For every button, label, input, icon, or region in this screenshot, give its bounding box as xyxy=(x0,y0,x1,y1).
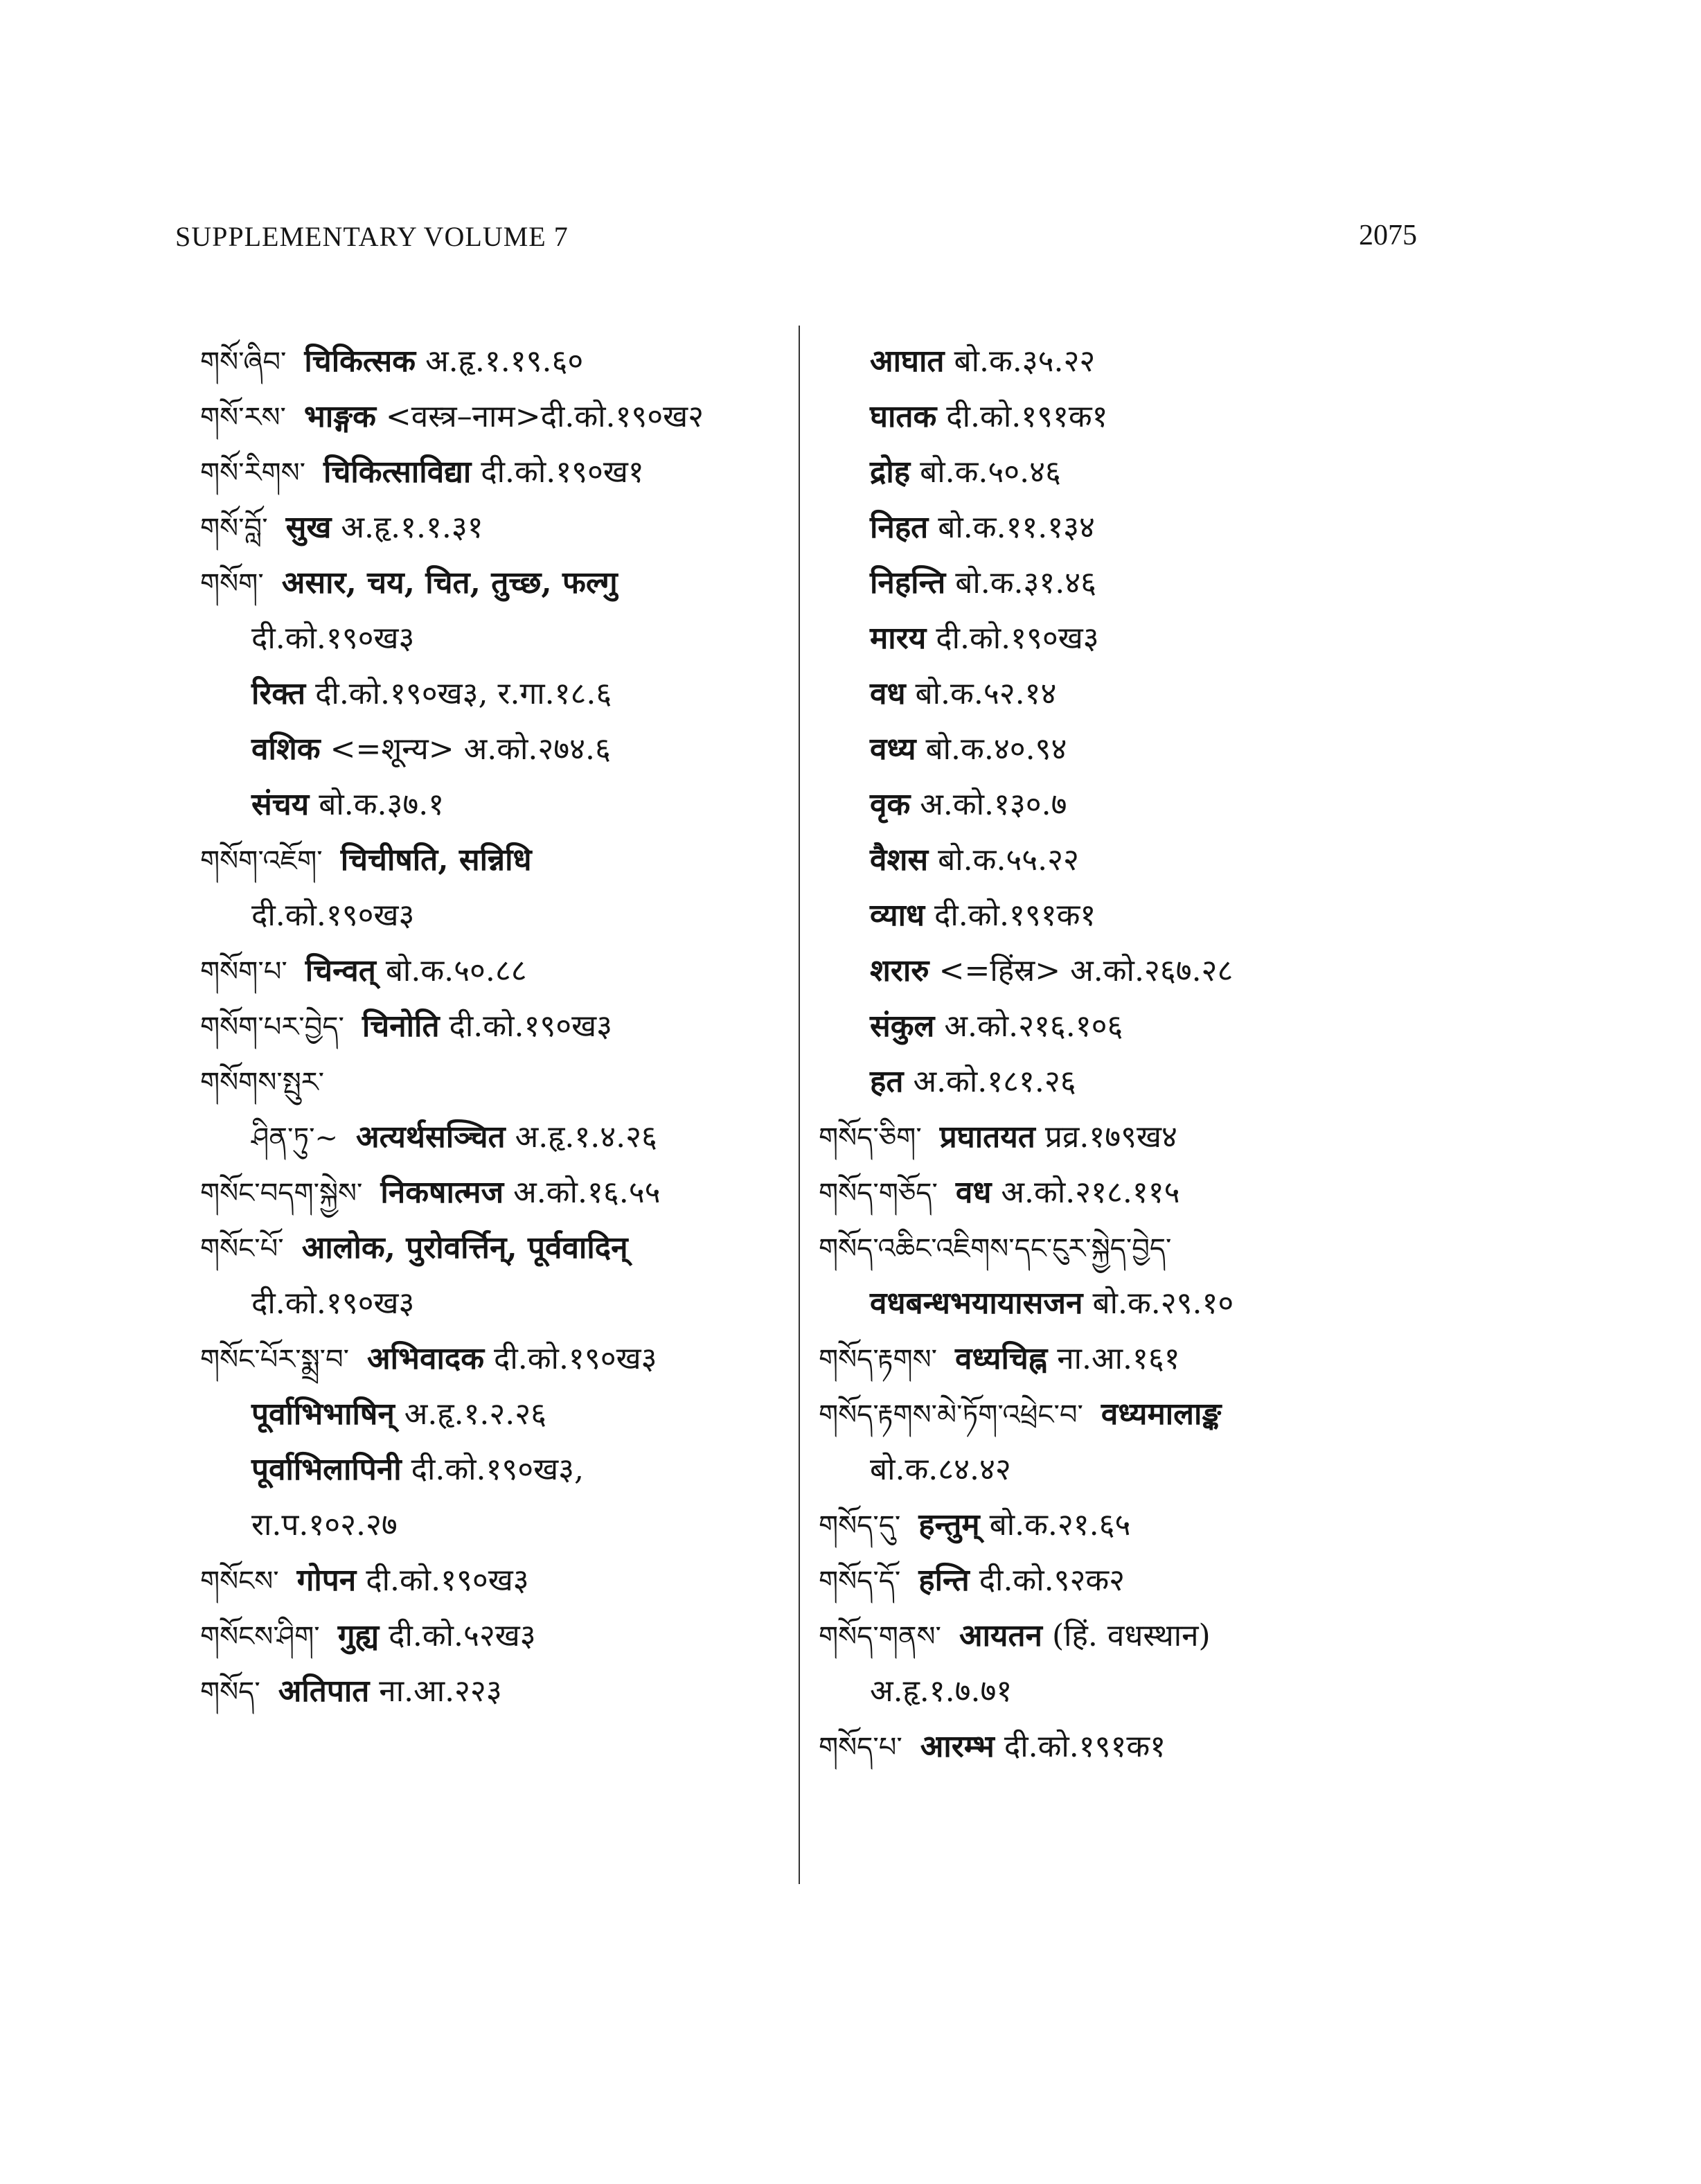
tibetan-headword: གསོག་པར་བྱེད་ xyxy=(200,1011,344,1043)
dictionary-line xyxy=(819,1054,1421,1110)
sanskrit-equivalent: मारय xyxy=(870,621,927,656)
dictionary-line xyxy=(819,1553,1421,1608)
tibetan-headword: གསོ་རས་ xyxy=(200,402,286,434)
dictionary-line xyxy=(819,777,1421,833)
dictionary-line xyxy=(200,833,789,888)
sanskrit-equivalent: भाङ्गक xyxy=(303,399,376,434)
source-reference: बो.क.२९.१० xyxy=(1092,1286,1234,1321)
dictionary-line xyxy=(819,1331,1421,1387)
dictionary-line xyxy=(200,1331,789,1387)
source-reference: दी.को.१९०ख३ xyxy=(494,1341,657,1376)
source-reference: <=हिंस्र> अ.को.२६७.२८ xyxy=(938,953,1234,988)
source-reference: दी.को.१९०ख३ xyxy=(366,1563,529,1598)
dictionary-line xyxy=(200,1442,789,1498)
tibetan-headword: གསོད་པ་ xyxy=(819,1732,902,1764)
dictionary-line xyxy=(200,611,789,666)
tibetan-headword: གསོད་དོ་ xyxy=(819,1565,901,1597)
dictionary-line xyxy=(200,1387,789,1442)
dictionary-line xyxy=(819,722,1421,777)
source-reference: दी.को.१९०ख३ xyxy=(251,1286,415,1321)
sanskrit-equivalent: वध्यचिह्न xyxy=(955,1341,1048,1376)
tibetan-headword: གསོད་ཅིག་ xyxy=(819,1122,922,1154)
tibetan-headword: གསོངས་ xyxy=(200,1565,279,1597)
tibetan-headword: གསོངས་ཤིག་ xyxy=(200,1621,320,1653)
sanskrit-equivalent: अभिवादक xyxy=(367,1341,485,1376)
source-reference: ना.आ.१६१ xyxy=(1057,1341,1180,1376)
source-reference: रा.प.१०२.२७ xyxy=(251,1507,398,1543)
dictionary-line xyxy=(200,556,789,611)
tibetan-headword: གསོག་འཇོག་ xyxy=(200,845,323,877)
source-reference: अ.हृ.१.१.३१ xyxy=(341,510,483,545)
dictionary-line xyxy=(819,445,1421,500)
tibetan-headword: གསོག་པ་ xyxy=(200,956,287,988)
dictionary-line xyxy=(200,1553,789,1608)
dictionary-line xyxy=(200,943,789,999)
dictionary-line xyxy=(200,777,789,833)
tibetan-headword: གསོད་དུ་ xyxy=(819,1510,901,1542)
dictionary-line xyxy=(200,1276,789,1331)
source-reference: दी.को.१९०ख१ xyxy=(481,454,644,490)
sanskrit-equivalent: वधबन्धभयायासजन xyxy=(870,1286,1083,1321)
source-reference: अ.हृ.१.२.२६ xyxy=(404,1396,547,1432)
source-reference: दी.को.१९१क१ xyxy=(946,399,1108,434)
sanskrit-equivalent: असार, चय, चित, तुच्छ, फल्गु xyxy=(281,565,618,601)
source-reference: बो.क.८४.४२ xyxy=(870,1452,1011,1487)
tibetan-headword: གསོང་བདག་སྐྱེས་ xyxy=(200,1178,363,1209)
sanskrit-equivalent: चिनोति xyxy=(362,1009,440,1044)
source-reference: दी.को.१९१क१ xyxy=(1004,1729,1166,1764)
sanskrit-equivalent: गुह्य xyxy=(337,1618,380,1653)
sanskrit-equivalent: वध xyxy=(955,1175,992,1210)
source-reference: ना.आ.२२३ xyxy=(379,1673,502,1709)
source-reference: अ.हृ.१.७.७१ xyxy=(870,1673,1013,1709)
sanskrit-equivalent: घातक xyxy=(870,399,937,434)
dictionary-line xyxy=(819,1387,1421,1442)
dictionary-line xyxy=(200,1220,789,1276)
dictionary-line xyxy=(819,1664,1421,1719)
tibetan-headword: གསོད་རྟགས་མེ་ཏོག་འཕྲེང་བ་ xyxy=(819,1399,1083,1431)
dictionary-line xyxy=(819,1220,1421,1276)
dictionary-line xyxy=(200,445,789,500)
sanskrit-equivalent: निहत xyxy=(870,510,929,545)
dictionary-line xyxy=(819,389,1421,445)
left-column xyxy=(200,334,789,1719)
sanskrit-equivalent: प्रघातयत xyxy=(939,1119,1035,1155)
sanskrit-equivalent: निकषात्मज xyxy=(380,1175,504,1210)
tibetan-headword: གསོད་གནས་ xyxy=(819,1621,941,1653)
dictionary-line xyxy=(819,1276,1421,1331)
sanskrit-equivalent: सुख xyxy=(285,510,332,545)
tibetan-headword: གསོད་ xyxy=(200,1676,260,1708)
dictionary-line xyxy=(819,611,1421,666)
source-reference: अ.को.२१८.११५ xyxy=(1001,1175,1180,1210)
dictionary-line xyxy=(819,556,1421,611)
sanskrit-equivalent: द्रोह xyxy=(870,454,911,490)
dictionary-line xyxy=(819,1110,1421,1165)
source-reference: बो.क.५२.१४ xyxy=(915,676,1057,711)
column-divider xyxy=(799,326,800,1884)
source-reference: बो.क.४०.९४ xyxy=(925,731,1067,767)
source-reference: बो.क.५५.२२ xyxy=(938,842,1079,878)
dictionary-line xyxy=(200,888,789,943)
sanskrit-equivalent: पूर्वाभिलापिनी xyxy=(251,1452,402,1487)
source-reference: बो.क.५०.४६ xyxy=(920,454,1061,490)
sanskrit-equivalent: हन्ति xyxy=(918,1563,970,1598)
dictionary-line xyxy=(819,1498,1421,1553)
sanskrit-equivalent: वध्य xyxy=(870,731,916,767)
source-reference: दी.को.१९०ख३ xyxy=(936,621,1099,656)
source-reference: <=शून्य> अ.को.२७४.६ xyxy=(330,731,611,767)
sanskrit-equivalent: संकुल xyxy=(870,1009,935,1044)
dictionary-line xyxy=(200,1110,789,1165)
sanskrit-equivalent: वध xyxy=(870,676,906,711)
tibetan-headword: གསོད་གཅོད་ xyxy=(819,1178,938,1209)
dictionary-line xyxy=(819,888,1421,943)
sanskrit-equivalent: चिकित्सक xyxy=(304,344,416,379)
sanskrit-equivalent: पूर्वाभिभाषिन् xyxy=(251,1396,395,1432)
sanskrit-equivalent: अत्यर्थसञ्चित xyxy=(356,1119,506,1155)
source-reference: अ.को.१८१.२६ xyxy=(913,1064,1076,1099)
dictionary-line xyxy=(200,389,789,445)
sanskrit-equivalent: वैशस xyxy=(870,842,929,878)
source-reference: बो.क.५०.८८ xyxy=(385,953,527,988)
tibetan-headword: གསོད་རྟགས་ xyxy=(819,1344,937,1376)
sanskrit-equivalent: रिक्त xyxy=(251,676,306,711)
dictionary-line xyxy=(819,1165,1421,1220)
dictionary-line xyxy=(200,1054,789,1110)
dictionary-line xyxy=(819,833,1421,888)
dictionary-line xyxy=(200,1664,789,1719)
source-reference: अ.हृ.१.४.२६ xyxy=(515,1119,657,1155)
right-column xyxy=(819,334,1421,1775)
source-reference: बो.क.३५.२२ xyxy=(954,344,1096,379)
source-reference: दी.को.१९०ख३ xyxy=(449,1009,612,1044)
dictionary-line xyxy=(819,1608,1421,1664)
sanskrit-equivalent: चिचीषति, सन्निधि xyxy=(340,842,532,878)
source-reference: (हिं. वधस्थान) xyxy=(1051,1618,1211,1653)
sanskrit-equivalent: वशिक xyxy=(251,731,321,767)
dictionary-line xyxy=(200,1608,789,1664)
sanskrit-equivalent: हत xyxy=(870,1064,904,1099)
dictionary-line xyxy=(200,1165,789,1220)
dictionary-line xyxy=(819,334,1421,389)
source-reference: अ.को.२१६.१०६ xyxy=(944,1009,1123,1044)
dictionary-line xyxy=(819,1442,1421,1498)
sanskrit-equivalent: वध्यमालाङ्क xyxy=(1101,1396,1222,1432)
source-reference: दी.को.९२क२ xyxy=(979,1563,1125,1598)
sanskrit-equivalent: अतिपात xyxy=(278,1673,370,1709)
source-reference: <वस्त्र–नाम>दी.को.१९०ख२ xyxy=(385,399,704,434)
sanskrit-equivalent: निहन्ति xyxy=(870,565,946,601)
source-reference: अ.को.१३०.७ xyxy=(920,787,1067,822)
tibetan-headword: ཤིན་ཏུ་~ xyxy=(251,1122,338,1154)
tibetan-headword: གསོ་ཞིབ་ xyxy=(200,346,287,378)
dictionary-line xyxy=(819,943,1421,999)
source-reference: दी.को.१९०ख३ xyxy=(251,621,415,656)
dictionary-line xyxy=(819,999,1421,1054)
page-number: 2075 xyxy=(1359,220,1417,251)
running-title: SUPPLEMENTARY VOLUME 7 xyxy=(175,221,569,252)
sanskrit-equivalent: आरम्भ xyxy=(920,1729,995,1764)
sanskrit-equivalent: आघात xyxy=(870,344,945,379)
sanskrit-equivalent: वृक xyxy=(870,787,911,822)
sanskrit-equivalent: आयतन xyxy=(959,1618,1042,1653)
sanskrit-equivalent: शरारु xyxy=(870,953,929,988)
source-reference: बो.क.३७.१ xyxy=(319,787,445,822)
dictionary-line xyxy=(819,500,1421,556)
source-reference: प्रव्र.१७९ख४ xyxy=(1044,1119,1177,1155)
source-reference: दी.को.१९०ख३, र.गा.१८.६ xyxy=(315,676,612,711)
sanskrit-equivalent: गोपन xyxy=(296,1563,357,1598)
tibetan-headword: གསོགས་སྤུར་ xyxy=(200,1067,325,1099)
sanskrit-equivalent: चिकित्साविद्या xyxy=(323,454,472,490)
sanskrit-equivalent: व्याध xyxy=(870,898,925,933)
tibetan-headword: གསོ་རིགས་ xyxy=(200,457,306,489)
sanskrit-equivalent: संचय xyxy=(251,787,310,822)
dictionary-line xyxy=(819,666,1421,722)
dictionary-line xyxy=(200,1498,789,1553)
tibetan-headword: གསོང་པོར་སྨྲ་བ་ xyxy=(200,1344,350,1376)
dictionary-line xyxy=(819,1719,1421,1775)
dictionary-line xyxy=(200,722,789,777)
source-reference: दी.को.५२ख३ xyxy=(389,1618,536,1653)
tibetan-headword: གསོང་པོ་ xyxy=(200,1233,284,1265)
source-reference: बो.क.२१.६५ xyxy=(989,1507,1131,1543)
sanskrit-equivalent: आलोक, पुरोवर्त्तिन्, पूर्ववादिन् xyxy=(301,1230,628,1266)
dictionary-line xyxy=(200,334,789,389)
sanskrit-equivalent: हन्तुम् xyxy=(918,1507,980,1543)
dictionary-line xyxy=(200,999,789,1054)
source-reference: अ.हृ.१.१९.६० xyxy=(425,344,584,379)
source-reference: बो.क.३१.४६ xyxy=(955,565,1097,601)
source-reference: दी.को.१९०ख३, xyxy=(411,1452,585,1487)
source-reference: दी.को.१९०ख३ xyxy=(251,898,415,933)
tibetan-headword: གསོ་བློ་ xyxy=(200,513,268,544)
source-reference: अ.को.१६.५५ xyxy=(513,1175,661,1210)
sanskrit-equivalent: चिन्वत् xyxy=(305,953,376,988)
tibetan-headword: གསོད་འཆིང་འཇིགས་དང་ངུར་སྐྱེད་བྱེད་ xyxy=(819,1233,1172,1265)
tibetan-headword: གསོག་ xyxy=(200,568,264,600)
source-reference: बो.क.११.१३४ xyxy=(938,510,1095,545)
source-reference: दी.को.१९१क१ xyxy=(934,898,1096,933)
dictionary-line xyxy=(200,500,789,556)
dictionary-line xyxy=(200,666,789,722)
